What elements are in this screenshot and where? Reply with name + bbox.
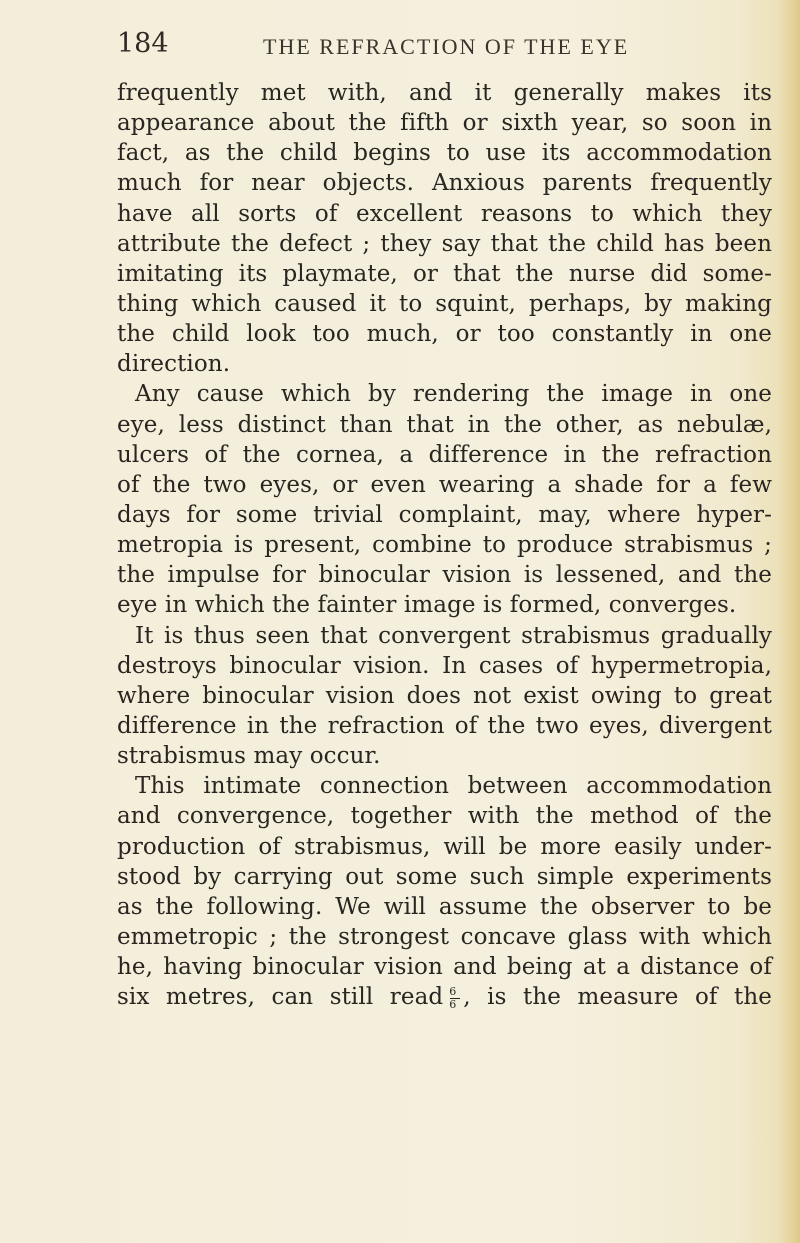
final-line-start: six metres, can still read — [117, 984, 444, 1011]
text-line: thing which caused it to squint, perhaps, by making — [117, 290, 772, 317]
text-line: production of strabismus, will be more easily under- — [117, 833, 772, 860]
text-line: direction. — [117, 351, 231, 378]
text-line: the impulse for binocular vision is lessened, and the — [117, 562, 772, 589]
text-line: It is thus seen that convergent strabismus gradually — [135, 622, 772, 649]
text-line: This intimate connection between accommodation — [135, 773, 772, 800]
text-line: he, having binocular vision and being at a distance of — [117, 954, 772, 981]
text-line: eye in which the fainter image is formed, converges. — [117, 592, 737, 619]
final-line-end: , is the measure of the — [463, 984, 772, 1011]
text-line: Any cause which by rendering the image in one — [135, 381, 772, 408]
text-line: appearance about the fifth or sixth year, so soon in — [117, 110, 772, 137]
text-line: attribute the defect ; they say that the child has been — [117, 230, 772, 257]
text-line: destroys binocular vision. In cases of hypermetropia, — [117, 652, 772, 679]
fraction-six-over-six — [449, 986, 461, 1010]
text-line: and convergence, together with the method of the — [117, 803, 772, 830]
text-line: days for some trivial complaint, may, where hyper- — [117, 501, 772, 528]
body-text — [117, 78, 772, 1012]
text-line: fact, as the child begins to use its accommodation — [117, 140, 772, 167]
fraction-denominator: 6 — [449, 998, 457, 1012]
text-line: emmetropic ; the strongest concave glass with which — [117, 923, 772, 950]
fraction-numerator: 6 — [449, 985, 457, 999]
page-number: 184 — [117, 28, 169, 59]
text-line: difference in the refraction of the two eyes, divergent — [117, 712, 772, 739]
text-line: ulcers of the cornea, a difference in the refraction — [117, 441, 772, 468]
text-line: stood by carrying out some such simple experiments — [117, 863, 772, 890]
text-line: of the two eyes, or even wearing a shade for a few — [117, 471, 772, 498]
text-line: eye, less distinct than that in the other, as nebulæ, — [117, 411, 772, 438]
page-header — [117, 28, 757, 68]
text-line: the child look too much, or too constantly in one — [117, 321, 772, 348]
text-line-final — [117, 982, 772, 1012]
text-line: where binocular vision does not exist owing to great — [117, 682, 772, 709]
text-line: have all sorts of excellent reasons to which they — [117, 200, 772, 227]
running-head: THE REFRACTION OF THE EYE — [263, 34, 630, 59]
page-edge-shading — [778, 0, 800, 1243]
text-line: much for near objects. Anxious parents frequently — [117, 170, 772, 197]
text-line: imitating its playmate, or that the nurse did some- — [117, 260, 772, 287]
text-line: frequently met with, and it generally makes its — [117, 80, 772, 106]
text-line: as the following. We will assume the observer to be — [117, 893, 772, 920]
text-line: strabismus may occur. — [117, 743, 381, 770]
text-line: metropia is present, combine to produce strabismus ; — [117, 532, 772, 559]
